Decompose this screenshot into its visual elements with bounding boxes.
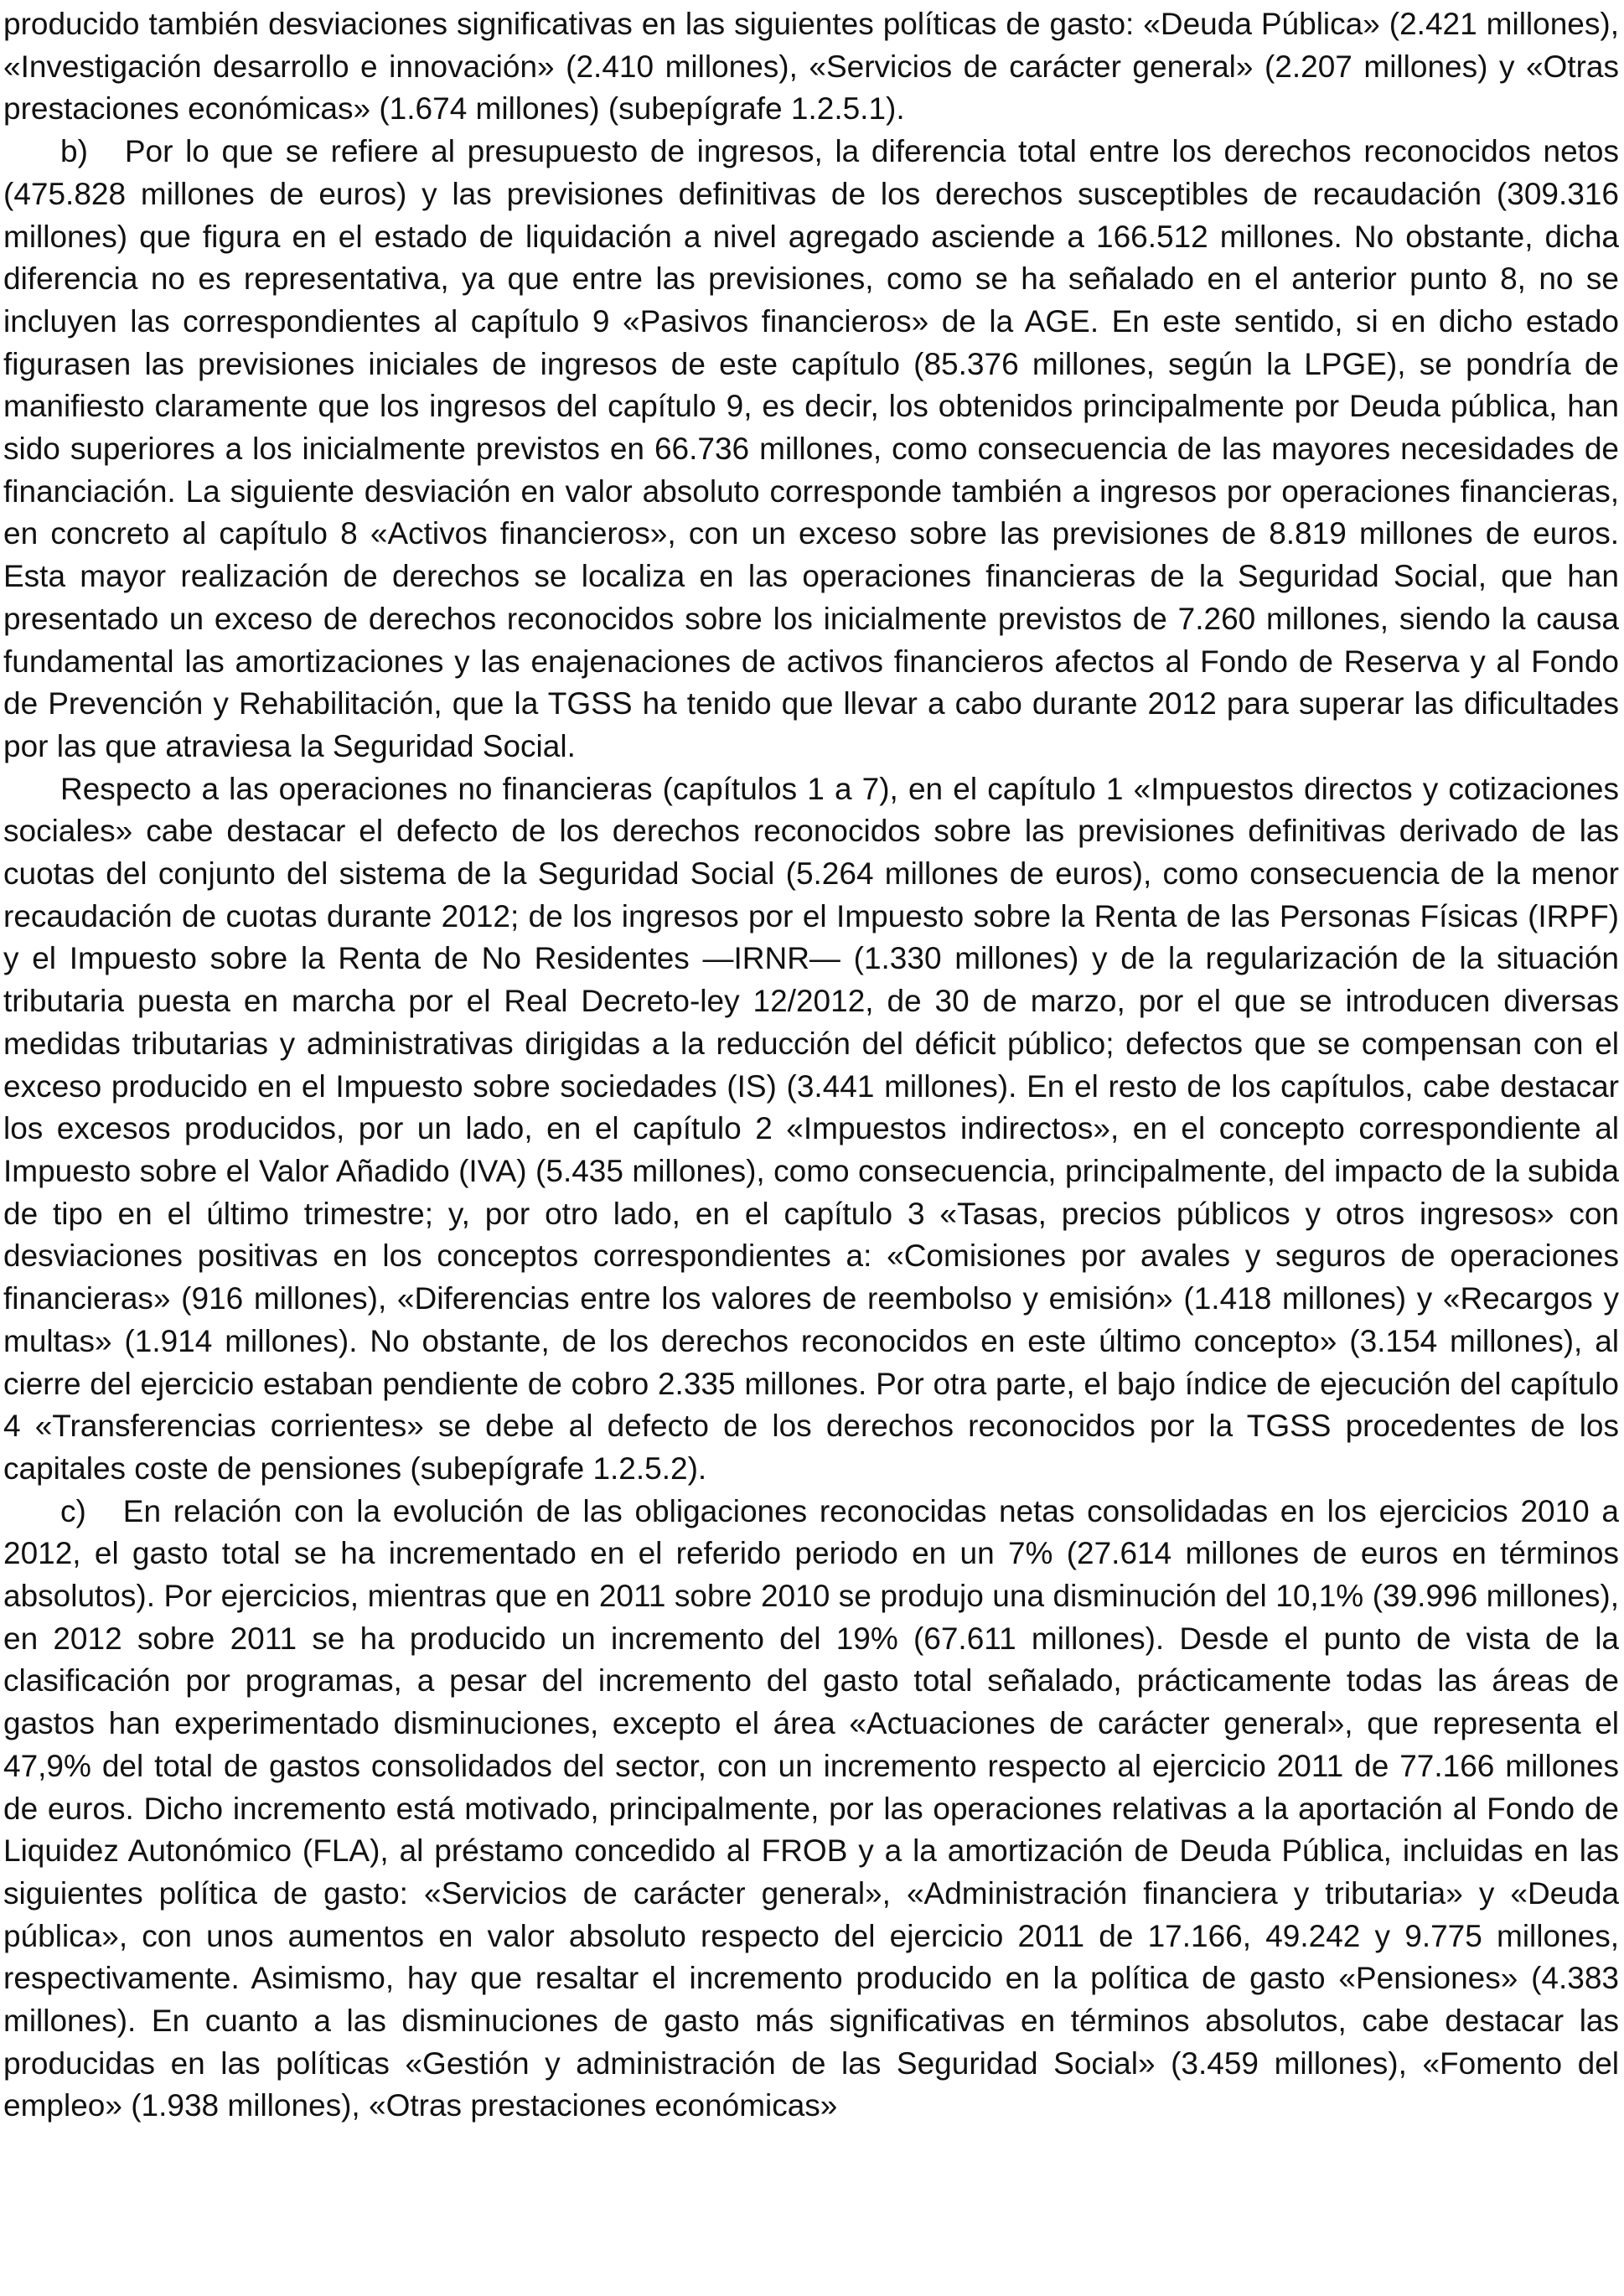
paragraph-non-financial-operations: Respecto a las operaciones no financieras (capítulos 1 a 7), en el capítulo 1 «Impuestos directos y cotizaciones sociales» cabe destacar el defecto de los derechos reconocidos sobre las previsiones definitivas derivado de las cuotas del conjunto del sistema de la Seguridad Social (5.264 millones de euros), como consecuencia de la menor recaudación de cuotas durante 2012; de los ingresos por el Impuesto sobre la Renta de las Personas Físicas (IRPF) y el Impuesto sobre la Renta de No Residentes —IRNR— (1.330 millones) y de la regularización de la situación tributaria puesta en marcha por el Real Decreto-ley 12/2012, de 30 de marzo, por el que se introducen diversas medidas tributarias y administrativas dirigidas a la reducción del déficit público; defectos que se compensan con el exceso producido en el Impuesto sobre sociedades (IS) (3.441 millones). En el resto de los capítulos, cabe destacar los excesos producidos, por un lado, en el capítulo 2 «Impuestos indirectos», en el concepto correspondiente al Impuesto sobre el Valor Añadido (IVA) (5.435 millones), como consecuencia, principalmente, del impacto de la subida de tipo en el último trimestre; y, por otro lado, en el capítulo 3 «Tasas, precios públicos y otros ingresos» con desviaciones positivas en los conceptos correspondientes a: «Comisiones por avales y seguros de operaciones financieras» (916 millones), «Diferencias entre los valores de reembolso y emisión» (1.418 millones) y «Recargos y multas» (1.914 millones). No obstante, de los derechos reconocidos en este último concepto» (3.154 millones), al cierre del ejercicio estaban pendiente de cobro 2.335 millones. Por otra parte, el bajo índice de ejecución del capítulo 4 «Transferencias corrientes» se debe al defecto de los derechos reconocidos por la TGSS procedentes de los capitales coste de pensiones (subepígrafe 1.2.5.2). (3, 771, 1619, 1486)
paragraph-continuation: producido también desviaciones significativas en las siguientes políticas de gasto: «Deuda Pública» (2.421 millones), «Investigación desarrollo e innovación» (2.410 millones), «Servicios de carácter general» (2.207 millones) y «Otras prestaciones económicas» (1.674 millones) (subepígrafe 1.2.5.1). (3, 7, 1619, 127)
paragraph-b-income-budget: b) Por lo que se refiere al presupuesto de ingresos, la diferencia total entre los derechos reconocidos netos (475.828 millones de euros) y las previsiones definitivas de los derechos susceptibles de recaudación (309.316 millones) que figura en el estado de liquidación a nivel agregado asciende a 166.512 millones. No obstante, dicha diferencia no es representativa, ya que entre las previsiones, como se ha señalado en el anterior punto 8, no se incluyen las correspondientes al capítulo 9 «Pasivos financieros» de la AGE. En este sentido, si en dicho estado figurasen las previsiones iniciales de ingresos de este capítulo (85.376 millones, según la LPGE), se pondría de manifiesto claramente que los ingresos del capítulo 9, es decir, los obtenidos principalmente por Deuda pública, han sido superiores a los inicialmente previstos en 66.736 millones, como consecuencia de las mayores necesidades de financiación. La siguiente desviación en valor absoluto corresponde también a ingresos por operaciones financieras, en concreto al capítulo 8 «Activos financieros», con un exceso sobre las previsiones de 8.819 millones de euros. Esta mayor realización de derechos se localiza en las operaciones financieras de la Seguridad Social, que han presentado un exceso de derechos reconocidos sobre los inicialmente previstos de 7.260 millones, siendo la causa fundamental las amortizaciones y las enajenaciones de activos financieros afectos al Fondo de Reserva y al Fondo de Prevención y Rehabilitación, que la TGSS ha tenido que llevar a cabo durante 2012 para superar las dificultades por las que atraviesa la Seguridad Social. (3, 134, 1619, 763)
paragraph-c-obligations-evolution: c) En relación con la evolución de las obligaciones reconocidas netas consolidadas en los ejercicios 2010 a 2012, el gasto total se ha incrementado en el referido periodo en un 7% (27.614 millones de euros en términos absolutos). Por ejercicios, mientras que en 2011 sobre 2010 se produjo una disminución del 10,1% (39.996 millones), en 2012 sobre 2011 se ha producido un incremento del 19% (67.611 millones). Desde el punto de vista de la clasificación por programas, a pesar del incremento del gasto total señalado, prácticamente todas las áreas de gastos han experimentado disminuciones, excepto el área «Actuaciones de carácter general», que representa el 47,9% del total de gastos consolidados del sector, con un incremento respecto al ejercicio 2011 de 77.166 millones de euros. Dicho incremento está motivado, principalmente, por las operaciones relativas a la aportación al Fondo de Liquidez Autonómico (FLA), al préstamo concedido al FROB y a la amortización de Deuda Pública, incluidas en las siguientes política de gasto: «Servicios de carácter general», «Administración financiera y tributaria» y «Deuda pública», con unos aumentos en valor absoluto respecto del ejercicio 2011 de 17.166, 49.242 y 9.775 millones, respectivamente. Asimismo, hay que resaltar el incremento producido en la política de gasto «Pensiones» (4.383 millones). En cuanto a las disminuciones de gasto más significativas en términos absolutos, cabe destacar las producidas en las políticas «Gestión y administración de las Seguridad Social» (3.459 millones), «Fomento del empleo» (1.938 millones), «Otras prestaciones económicas» (3, 1493, 1619, 2123)
